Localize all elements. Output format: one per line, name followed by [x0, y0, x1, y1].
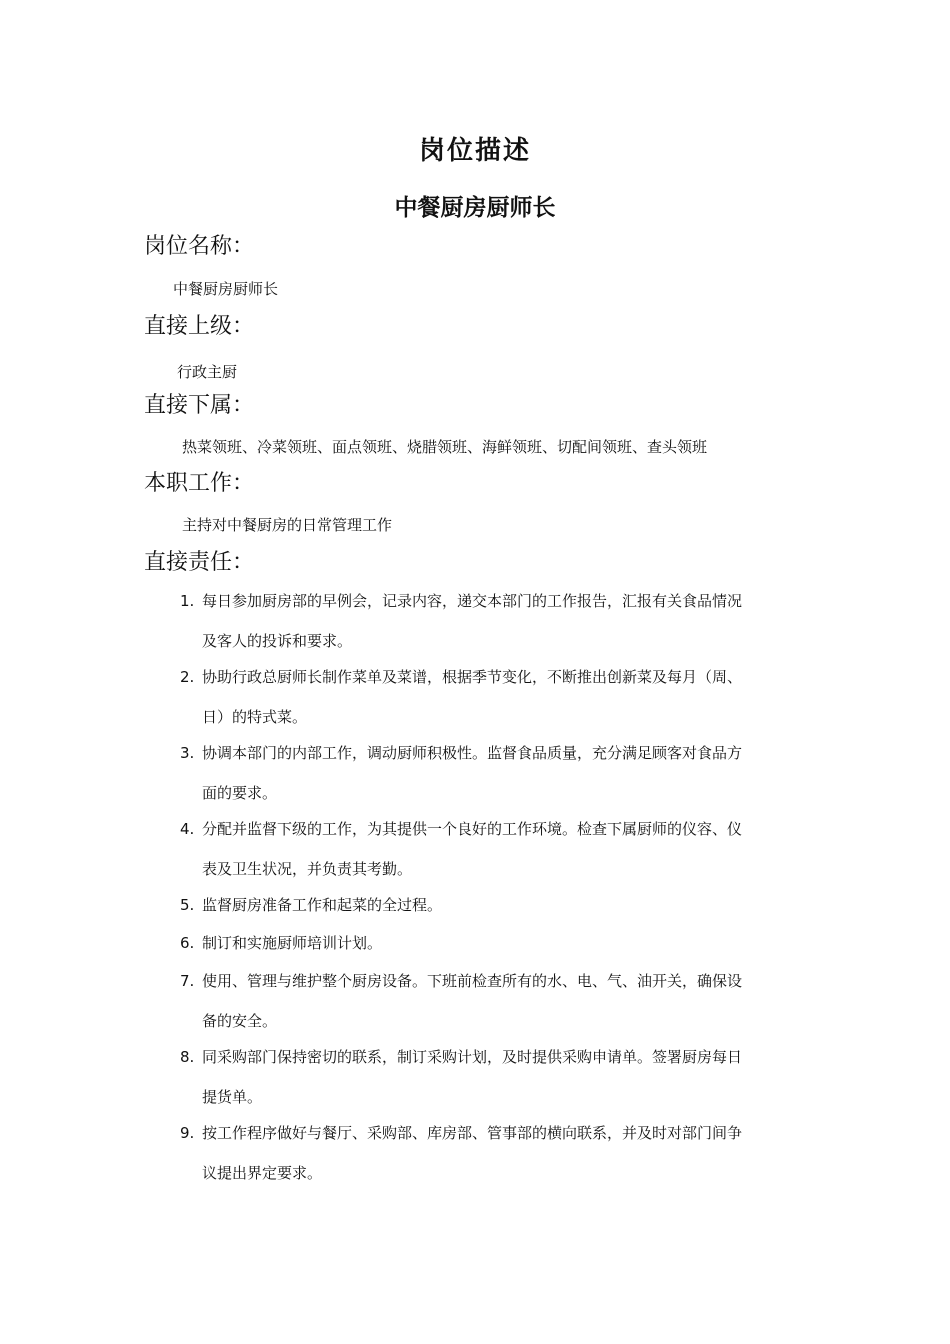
section-body-direct-superior: 行政主厨	[177, 363, 238, 381]
list-item-line: 监督厨房准备工作和起菜的全过程。	[202, 896, 443, 914]
section-heading-direct-superior: 直接上级：	[144, 314, 255, 339]
list-item-number: 9.	[180, 1124, 195, 1142]
list-item-line: 备的安全。	[202, 1012, 278, 1030]
list-item-line: 及客人的投诉和要求。	[202, 632, 353, 650]
section-heading-direct-subordinates: 直接下属：	[144, 393, 255, 418]
list-item-number: 8.	[180, 1048, 195, 1066]
section-body-direct-subordinates: 热菜领班、冷菜领班、面点领班、烧腊领班、海鲜领班、切配间领班、查头领班	[182, 438, 708, 456]
list-item-text	[202, 742, 812, 804]
section-body-position-name: 中餐厨房厨师长	[173, 280, 279, 298]
list-item	[180, 666, 820, 728]
list-item-line: 表及卫生状况，并负责其考勤。	[202, 860, 413, 878]
section-heading-responsibilities: 直接责任：	[144, 550, 255, 575]
list-item-line: 同采购部门保持密切的联系，制订采购计划，及时提供采购申请单。签署厨房每日	[202, 1048, 743, 1066]
list-item-number: 6.	[180, 934, 195, 952]
list-item-text	[202, 666, 812, 728]
list-item	[180, 818, 820, 880]
list-item-line: 使用、管理与维护整个厨房设备。下班前检查所有的水、电、气、油开关，确保设	[202, 972, 743, 990]
list-item	[180, 894, 820, 916]
section-heading-main-duty: 本职工作：	[144, 471, 255, 496]
list-item	[180, 970, 820, 1032]
list-item-line: 议提出界定要求。	[202, 1164, 323, 1182]
section-heading-position-name: 岗位名称：	[144, 234, 255, 259]
list-item-text	[202, 818, 812, 880]
list-item-text	[202, 590, 812, 652]
list-item	[180, 932, 820, 954]
list-item-text	[202, 970, 812, 1032]
list-item-number: 5.	[180, 896, 195, 914]
list-item-number: 1.	[180, 592, 195, 610]
list-item-line: 制订和实施厨师培训计划。	[202, 934, 383, 952]
list-item-line: 按工作程序做好与餐厅、采购部、库房部、管事部的横向联系，并及时对部门间争	[202, 1124, 743, 1142]
list-item-line: 日）的特式菜。	[202, 708, 308, 726]
list-item-line: 分配并监督下级的工作，为其提供一个良好的工作环境。检查下属厨师的仪容、仪	[202, 820, 743, 838]
responsibilities-list	[180, 590, 820, 1198]
list-item-line: 面的要求。	[202, 784, 278, 802]
list-item-text	[202, 1122, 812, 1184]
document-subtitle: 中餐厨房厨师长	[394, 195, 556, 221]
list-item	[180, 1122, 820, 1184]
list-item-line: 协调本部门的内部工作，调动厨师积极性。监督食品质量，充分满足顾客对食品方	[202, 744, 743, 762]
list-item	[180, 590, 820, 652]
list-item-number: 7.	[180, 972, 195, 990]
list-item-text	[202, 932, 812, 954]
list-item-text	[202, 894, 812, 916]
list-item	[180, 742, 820, 804]
list-item-line: 每日参加厨房部的早例会，记录内容，递交本部门的工作报告，汇报有关食品情况	[202, 592, 743, 610]
list-item-number: 2.	[180, 668, 195, 686]
list-item	[180, 1046, 820, 1108]
list-item-text	[202, 1046, 812, 1108]
document-title: 岗位描述	[418, 136, 531, 166]
list-item-line: 提货单。	[202, 1088, 263, 1106]
list-item-number: 3.	[180, 744, 195, 762]
list-item-number: 4.	[180, 820, 195, 838]
list-item-line: 协助行政总厨师长制作菜单及菜谱，根据季节变化，不断推出创新菜及每月（周、	[202, 668, 743, 686]
section-body-main-duty: 主持对中餐厨房的日常管理工作	[182, 516, 393, 534]
